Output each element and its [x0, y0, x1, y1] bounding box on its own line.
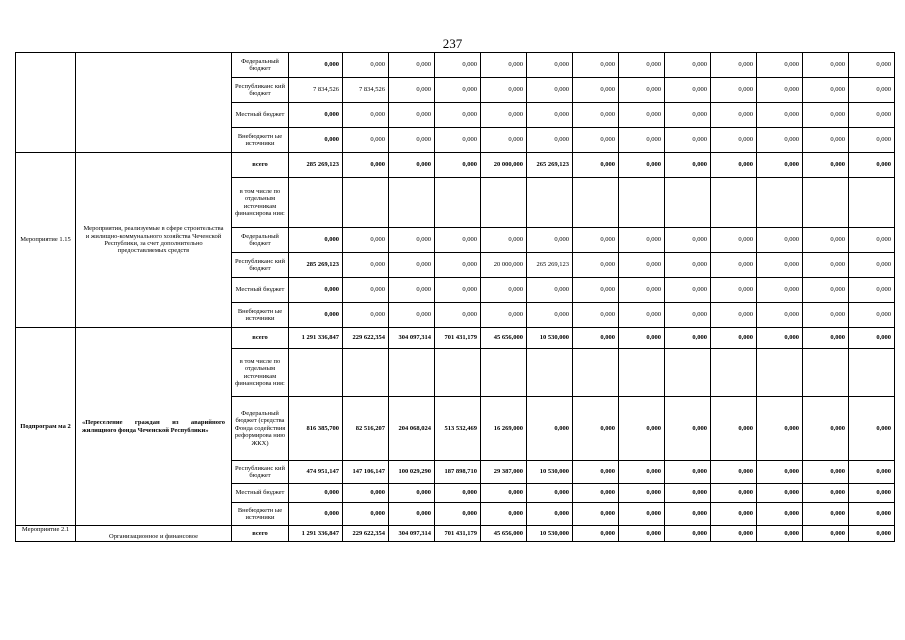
value-cell: 0,000	[803, 53, 849, 78]
value-cell: 0,000	[849, 526, 895, 542]
group-description: Мероприятия, реализуемые в сфере строительства и жилищно-коммунального хозяйства Чеченской Республики, за счет дополнительно предоставляемых средств	[76, 153, 232, 328]
group-description: «Переселение граждан из аварийного жилищного фонда Чеченской Республики»	[76, 328, 232, 526]
value-cell: 0,000	[665, 526, 711, 542]
value-cell	[527, 178, 573, 228]
funding-source: всего	[232, 526, 289, 542]
value-cell: 474 951,147	[289, 461, 343, 484]
value-cell	[573, 349, 619, 397]
value-cell: 0,000	[665, 53, 711, 78]
value-cell: 0,000	[665, 253, 711, 278]
value-cell: 0,000	[757, 78, 803, 103]
value-cell: 0,000	[665, 128, 711, 153]
value-cell: 0,000	[481, 303, 527, 328]
value-cell: 0,000	[803, 461, 849, 484]
value-cell: 10 530,000	[527, 328, 573, 349]
value-cell	[803, 349, 849, 397]
value-cell	[481, 178, 527, 228]
value-cell: 0,000	[803, 328, 849, 349]
value-cell: 0,000	[757, 153, 803, 178]
value-cell: 0,000	[289, 503, 343, 526]
value-cell: 0,000	[665, 228, 711, 253]
value-cell: 0,000	[389, 228, 435, 253]
value-cell: 0,000	[757, 503, 803, 526]
value-cell: 0,000	[803, 526, 849, 542]
value-cell: 0,000	[527, 53, 573, 78]
value-cell: 0,000	[757, 484, 803, 503]
value-cell: 0,000	[435, 278, 481, 303]
value-cell: 0,000	[803, 253, 849, 278]
value-cell: 100 029,290	[389, 461, 435, 484]
value-cell: 0,000	[481, 78, 527, 103]
value-cell: 0,000	[711, 503, 757, 526]
value-cell: 0,000	[435, 484, 481, 503]
value-cell: 0,000	[619, 503, 665, 526]
funding-source: Федеральный бюджет	[232, 228, 289, 253]
table-row	[16, 153, 895, 178]
group-label: Мероприятие 1.15	[16, 153, 76, 328]
value-cell	[289, 349, 343, 397]
value-cell: 0,000	[849, 484, 895, 503]
value-cell: 0,000	[619, 278, 665, 303]
value-cell: 229 622,354	[343, 526, 389, 542]
value-cell: 0,000	[573, 484, 619, 503]
value-cell: 0,000	[803, 103, 849, 128]
value-cell: 0,000	[435, 128, 481, 153]
funding-source: Внебюджетн ые источники	[232, 303, 289, 328]
value-cell: 0,000	[803, 153, 849, 178]
value-cell: 0,000	[757, 278, 803, 303]
value-cell: 0,000	[619, 461, 665, 484]
funding-source: Федеральный бюджет	[232, 53, 289, 78]
funding-source: Местный бюджет	[232, 103, 289, 128]
value-cell	[527, 349, 573, 397]
value-cell: 0,000	[665, 153, 711, 178]
value-cell	[711, 178, 757, 228]
value-cell: 0,000	[849, 128, 895, 153]
value-cell: 0,000	[573, 153, 619, 178]
value-cell: 0,000	[711, 253, 757, 278]
value-cell: 0,000	[849, 78, 895, 103]
value-cell: 16 269,000	[481, 397, 527, 461]
value-cell: 0,000	[435, 53, 481, 78]
budget-table	[15, 52, 895, 542]
value-cell: 0,000	[665, 328, 711, 349]
value-cell: 0,000	[619, 128, 665, 153]
value-cell: 0,000	[803, 484, 849, 503]
funding-source: Внебюджетн ые источники	[232, 503, 289, 526]
value-cell: 0,000	[573, 461, 619, 484]
value-cell: 0,000	[389, 78, 435, 103]
value-cell: 7 834,526	[343, 78, 389, 103]
funding-source: Республиканс кий бюджет	[232, 461, 289, 484]
value-cell: 0,000	[665, 78, 711, 103]
value-cell: 0,000	[573, 128, 619, 153]
value-cell: 187 898,710	[435, 461, 481, 484]
value-cell: 0,000	[527, 228, 573, 253]
value-cell: 0,000	[849, 228, 895, 253]
value-cell: 45 656,000	[481, 526, 527, 542]
value-cell: 0,000	[573, 503, 619, 526]
value-cell: 0,000	[619, 526, 665, 542]
value-cell: 147 106,147	[343, 461, 389, 484]
value-cell: 513 532,469	[435, 397, 481, 461]
value-cell	[435, 349, 481, 397]
value-cell: 0,000	[803, 78, 849, 103]
value-cell: 0,000	[619, 484, 665, 503]
value-cell: 0,000	[289, 53, 343, 78]
value-cell: 204 068,024	[389, 397, 435, 461]
value-cell: 0,000	[435, 103, 481, 128]
value-cell: 0,000	[289, 278, 343, 303]
value-cell: 0,000	[711, 526, 757, 542]
value-cell: 0,000	[527, 397, 573, 461]
value-cell: 0,000	[573, 397, 619, 461]
value-cell: 0,000	[389, 153, 435, 178]
value-cell: 0,000	[389, 103, 435, 128]
value-cell: 0,000	[343, 484, 389, 503]
value-cell: 0,000	[803, 278, 849, 303]
value-cell: 10 530,000	[527, 461, 573, 484]
value-cell: 0,000	[849, 153, 895, 178]
value-cell: 0,000	[757, 103, 803, 128]
value-cell: 0,000	[289, 103, 343, 128]
value-cell: 0,000	[849, 397, 895, 461]
value-cell: 0,000	[435, 303, 481, 328]
value-cell: 0,000	[711, 278, 757, 303]
value-cell: 0,000	[481, 484, 527, 503]
value-cell: 0,000	[527, 503, 573, 526]
value-cell: 0,000	[573, 303, 619, 328]
value-cell: 0,000	[711, 397, 757, 461]
group-description: Организационное и финансовое	[76, 526, 232, 542]
value-cell: 0,000	[849, 303, 895, 328]
value-cell	[573, 178, 619, 228]
value-cell: 0,000	[435, 153, 481, 178]
table-row	[16, 53, 895, 78]
value-cell: 0,000	[711, 303, 757, 328]
value-cell	[289, 178, 343, 228]
budget-table-wrapper	[15, 52, 895, 542]
value-cell: 0,000	[803, 228, 849, 253]
value-cell: 0,000	[573, 228, 619, 253]
page-number: 237	[442, 36, 463, 51]
value-cell: 816 385,700	[289, 397, 343, 461]
value-cell	[389, 349, 435, 397]
value-cell: 0,000	[757, 303, 803, 328]
value-cell: 7 834,526	[289, 78, 343, 103]
value-cell: 0,000	[343, 128, 389, 153]
value-cell: 285 269,123	[289, 153, 343, 178]
value-cell: 0,000	[665, 397, 711, 461]
funding-source: в том числе по отдельным источникам финансирова ния:	[232, 349, 289, 397]
value-cell: 0,000	[757, 461, 803, 484]
value-cell: 0,000	[711, 461, 757, 484]
value-cell: 0,000	[389, 484, 435, 503]
value-cell: 0,000	[849, 103, 895, 128]
funding-source: Местный бюджет	[232, 484, 289, 503]
group-description	[76, 53, 232, 153]
value-cell: 0,000	[389, 503, 435, 526]
value-cell: 0,000	[665, 278, 711, 303]
value-cell: 0,000	[711, 103, 757, 128]
value-cell: 0,000	[343, 253, 389, 278]
value-cell: 0,000	[573, 103, 619, 128]
value-cell: 0,000	[573, 526, 619, 542]
value-cell: 0,000	[343, 53, 389, 78]
funding-source: всего	[232, 153, 289, 178]
value-cell	[435, 178, 481, 228]
value-cell: 0,000	[573, 78, 619, 103]
value-cell: 0,000	[711, 53, 757, 78]
value-cell: 0,000	[481, 53, 527, 78]
value-cell: 0,000	[389, 128, 435, 153]
value-cell: 0,000	[481, 228, 527, 253]
value-cell: 0,000	[619, 53, 665, 78]
value-cell: 45 656,000	[481, 328, 527, 349]
value-cell: 0,000	[665, 484, 711, 503]
value-cell: 20 000,000	[481, 153, 527, 178]
value-cell: 0,000	[343, 278, 389, 303]
value-cell: 0,000	[389, 253, 435, 278]
value-cell: 1 291 336,847	[289, 328, 343, 349]
value-cell: 265 269,123	[527, 253, 573, 278]
funding-source: в том числе по отдельным источникам финансирова ния:	[232, 178, 289, 228]
value-cell: 20 000,000	[481, 253, 527, 278]
value-cell: 10 530,000	[527, 526, 573, 542]
funding-source: Местный бюджет	[232, 278, 289, 303]
group-label: Подпрограм ма 2	[16, 328, 76, 526]
value-cell: 0,000	[803, 503, 849, 526]
value-cell: 0,000	[343, 103, 389, 128]
value-cell	[757, 178, 803, 228]
value-cell: 0,000	[757, 397, 803, 461]
value-cell: 0,000	[757, 328, 803, 349]
value-cell: 0,000	[573, 253, 619, 278]
value-cell: 0,000	[849, 503, 895, 526]
value-cell: 0,000	[757, 128, 803, 153]
group-label: Мероприятие 2.1	[16, 526, 76, 542]
funding-source: Федеральный бюджет (средства Фонда содействия реформирова нию ЖКХ)	[232, 397, 289, 461]
value-cell: 0,000	[343, 228, 389, 253]
value-cell: 701 431,179	[435, 526, 481, 542]
value-cell: 0,000	[711, 153, 757, 178]
value-cell: 0,000	[803, 303, 849, 328]
value-cell: 265 269,123	[527, 153, 573, 178]
value-cell: 0,000	[435, 228, 481, 253]
value-cell: 701 431,179	[435, 328, 481, 349]
value-cell: 0,000	[619, 103, 665, 128]
value-cell	[711, 349, 757, 397]
value-cell	[665, 349, 711, 397]
value-cell: 0,000	[289, 484, 343, 503]
value-cell: 0,000	[389, 53, 435, 78]
value-cell	[803, 178, 849, 228]
value-cell: 1 291 336,847	[289, 526, 343, 542]
value-cell: 0,000	[435, 78, 481, 103]
value-cell: 0,000	[481, 278, 527, 303]
value-cell: 0,000	[619, 397, 665, 461]
value-cell: 0,000	[665, 103, 711, 128]
value-cell: 229 622,354	[343, 328, 389, 349]
value-cell: 0,000	[849, 278, 895, 303]
value-cell: 29 387,000	[481, 461, 527, 484]
value-cell: 0,000	[619, 228, 665, 253]
value-cell	[757, 349, 803, 397]
value-cell: 0,000	[481, 103, 527, 128]
funding-source: Республиканс кий бюджет	[232, 78, 289, 103]
value-cell: 0,000	[343, 503, 389, 526]
value-cell: 0,000	[481, 128, 527, 153]
value-cell: 0,000	[757, 228, 803, 253]
value-cell: 0,000	[527, 278, 573, 303]
value-cell: 0,000	[849, 328, 895, 349]
value-cell: 0,000	[527, 303, 573, 328]
value-cell: 0,000	[527, 128, 573, 153]
value-cell: 0,000	[389, 278, 435, 303]
value-cell	[849, 178, 895, 228]
table-row	[16, 328, 895, 349]
value-cell: 0,000	[289, 303, 343, 328]
value-cell: 0,000	[573, 53, 619, 78]
value-cell	[665, 178, 711, 228]
value-cell: 0,000	[289, 228, 343, 253]
group-label	[16, 53, 76, 153]
value-cell: 0,000	[849, 461, 895, 484]
value-cell	[849, 349, 895, 397]
value-cell: 0,000	[803, 128, 849, 153]
value-cell: 304 097,314	[389, 328, 435, 349]
value-cell: 0,000	[619, 303, 665, 328]
value-cell: 82 516,207	[343, 397, 389, 461]
funding-source: Республиканс кий бюджет	[232, 253, 289, 278]
value-cell: 0,000	[665, 303, 711, 328]
value-cell: 0,000	[711, 228, 757, 253]
value-cell: 0,000	[619, 153, 665, 178]
value-cell: 0,000	[527, 78, 573, 103]
value-cell: 0,000	[527, 103, 573, 128]
value-cell: 0,000	[803, 397, 849, 461]
value-cell: 0,000	[481, 503, 527, 526]
value-cell: 0,000	[343, 303, 389, 328]
value-cell	[389, 178, 435, 228]
value-cell: 0,000	[435, 253, 481, 278]
table-row	[16, 526, 895, 542]
value-cell: 0,000	[289, 128, 343, 153]
funding-source: всего	[232, 328, 289, 349]
value-cell: 304 097,314	[389, 526, 435, 542]
value-cell: 0,000	[619, 328, 665, 349]
value-cell: 0,000	[757, 526, 803, 542]
value-cell: 0,000	[849, 53, 895, 78]
value-cell: 0,000	[757, 253, 803, 278]
value-cell	[619, 349, 665, 397]
value-cell	[343, 178, 389, 228]
value-cell	[619, 178, 665, 228]
value-cell: 0,000	[711, 128, 757, 153]
value-cell	[343, 349, 389, 397]
value-cell: 0,000	[527, 484, 573, 503]
value-cell: 285 269,123	[289, 253, 343, 278]
value-cell: 0,000	[573, 278, 619, 303]
value-cell: 0,000	[435, 503, 481, 526]
value-cell: 0,000	[619, 78, 665, 103]
value-cell: 0,000	[757, 53, 803, 78]
value-cell: 0,000	[711, 484, 757, 503]
value-cell: 0,000	[711, 78, 757, 103]
value-cell: 0,000	[665, 461, 711, 484]
value-cell: 0,000	[619, 253, 665, 278]
value-cell: 0,000	[665, 503, 711, 526]
value-cell: 0,000	[389, 303, 435, 328]
value-cell: 0,000	[343, 153, 389, 178]
value-cell: 0,000	[711, 328, 757, 349]
funding-source: Внебюджетн ые источники	[232, 128, 289, 153]
value-cell: 0,000	[849, 253, 895, 278]
value-cell	[481, 349, 527, 397]
value-cell: 0,000	[573, 328, 619, 349]
